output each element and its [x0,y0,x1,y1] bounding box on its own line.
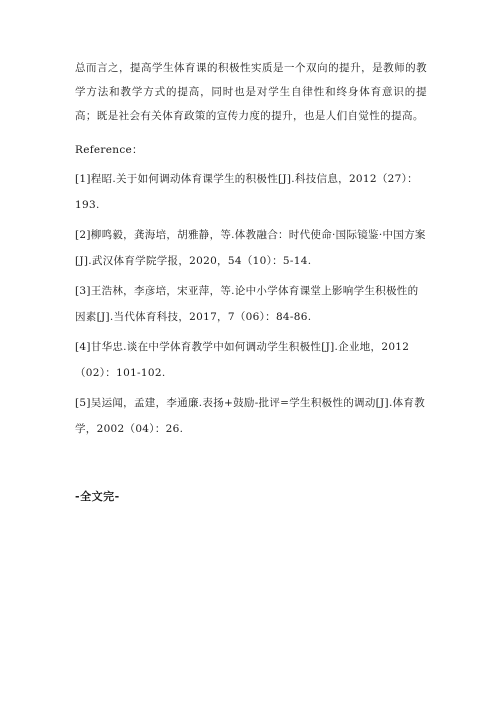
reference-item: [3]王浩林，李彦培，宋亚萍，等.论中小学体育课堂上影响学生积极性的因素[J].当代体育科技，2017，7（06）：84-86. [75,285,419,323]
document-content [75,56,427,504]
reference-item: [4]甘华忠.谈在中学体育教学中如何调动学生积极性[J].企业地，2012（02）：101-102. [75,341,410,379]
reference-list [75,166,427,442]
reference-heading: Reference： [75,144,143,156]
reference-item: [2]柳鸣毅，龚海培，胡雅静，等.体教融合：时代使命·国际镜鉴·中国方案[J].武汉体育学院学报，2020，54（10）：5-14. [75,229,426,267]
reference-item: [1]程昭.关于如何调动体育课学生的积极性[J].科技信息，2012（27）：193. [75,173,418,211]
body-paragraph: 总而言之，提高学生体育课的积极性实质是一个双向的提升，是教师的教学方法和教学方式的提高，同时也是对学生自律性和终身体育意识的提高；既是社会有关体育政策的宣传力度的提升，也是人们自觉性的提高。 [75,62,427,122]
reference-item: [5]吴运闻，孟建，李通廉.表扬+鼓励-批评=学生积极性的调动[J].体育教学，2002（04）：26. [75,397,425,435]
end-of-text-mark: -全文完- [75,490,120,503]
